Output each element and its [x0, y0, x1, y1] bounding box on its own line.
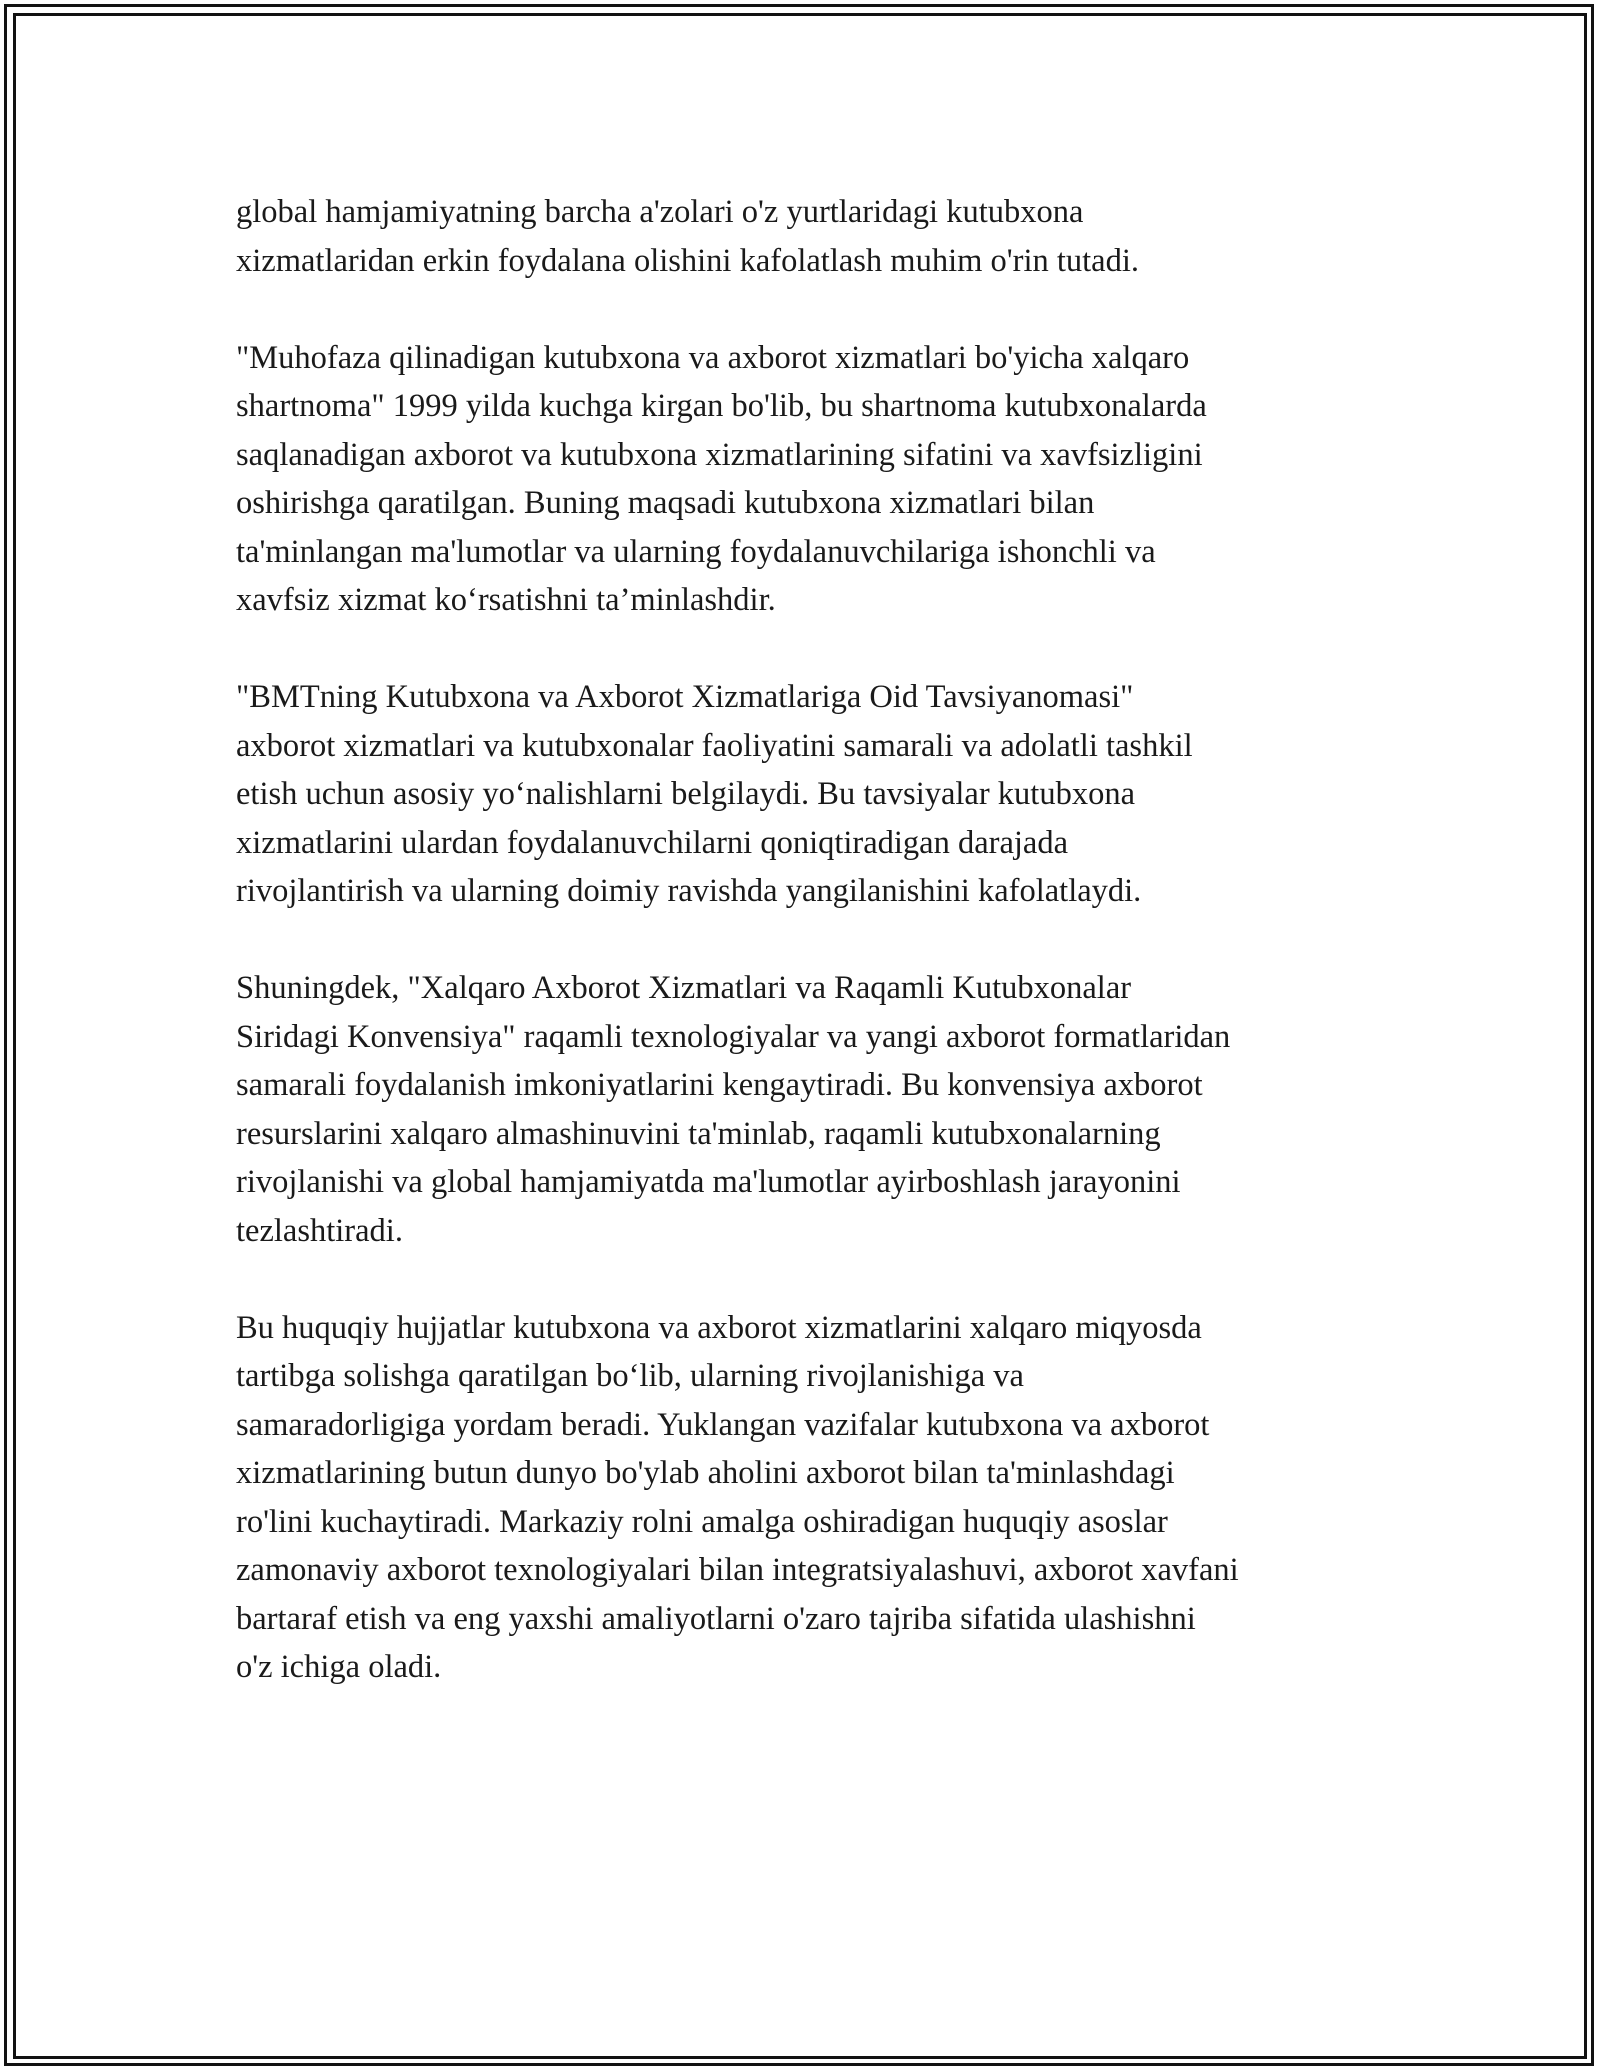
text-line: "Muhofaza qilinadigan kutubxona va axborot xizmatlari bo'yicha xalqaro: [236, 339, 1190, 376]
paragraph-1: [236, 188, 1386, 285]
text-line: rivojlantirish va ularning doimiy ravishda yangilanishini kafolatlaydi.: [236, 873, 1142, 909]
text-line: Siridagi Konvensiya" raqamli texnologiyalar va yangi axborot formatlaridan: [236, 1018, 1231, 1055]
text-line: o'z ichiga oladi.: [236, 1649, 442, 1685]
paragraph-4: [236, 964, 1386, 1255]
text-line: global hamjamiyatning barcha a'zolari o'z yurtlaridagi kutubxona: [236, 194, 1084, 230]
text-line: samaradorligiga yordam beradi. Yuklangan vazifalar kutubxona va axborot: [236, 1406, 1210, 1443]
text-line: samarali foydalanish imkoniyatlarini kengaytiradi. Bu konvensiya axborot: [236, 1067, 1203, 1103]
paragraph-2: [236, 334, 1386, 625]
text-line: shartnoma" 1999 yilda kuchga kirgan bo'lib, bu shartnoma kutubxonalarda: [236, 388, 1207, 424]
text-line: bartaraf etish va eng yaxshi amaliyotlarni o'zaro tajriba sifatida ulashishni: [236, 1600, 1196, 1637]
text-line: Bu huquqiy hujjatlar kutubxona va axborot xizmatlarini xalqaro miqyosda: [236, 1309, 1202, 1346]
text-line: tezlashtiradi.: [236, 1212, 403, 1249]
text-line: xavfsiz xizmat ko‘rsatishni ta’minlashdir.: [236, 582, 776, 618]
text-line: ro'lini kuchaytiradi. Markaziy rolni amalga oshiradigan huquqiy asoslar: [236, 1503, 1168, 1540]
text-line: saqlanadigan axborot va kutubxona xizmatlarining sifatini va xavfsizligini: [236, 436, 1203, 473]
text-line: xizmatlaridan erkin foydalana olishini kafolatlash muhim o'rin tutadi.: [236, 242, 1139, 279]
text-line: zamonaviy axborot texnologiyalari bilan integratsiyalashuvi, axborot xavfani: [236, 1552, 1239, 1588]
text-line: tartibga solishga qaratilgan bo‘lib, ularning rivojlanishiga va: [236, 1358, 1024, 1394]
text-line: axborot xizmatlari va kutubxonalar faoliyatini samarali va adolatli tashkil: [236, 727, 1193, 764]
text-line: rivojlanishi va global hamjamiyatda ma'lumotlar ayirboshlash jarayonini: [236, 1164, 1181, 1200]
text-line: xizmatlarini ulardan foydalanuvchilarni qoniqtiradigan darajada: [236, 824, 1069, 861]
paragraph-5: [236, 1304, 1386, 1692]
text-line: ta'minlangan ma'lumotlar va ularning foydalanuvchilariga ishonchli va: [236, 533, 1156, 570]
text-line: xizmatlarining butun dunyo bo'ylab aholini axborot bilan ta'minlashdagi: [236, 1455, 1175, 1491]
text-line: etish uchun asosiy yo‘nalishlarni belgilaydi. Bu tavsiyalar kutubxona: [236, 776, 1136, 812]
text-line: oshirishga qaratilgan. Buning maqsadi kutubxona xizmatlari bilan: [236, 485, 1095, 521]
text-line: resurslarini xalqaro almashinuvini ta'minlab, raqamli kutubxonalarning: [236, 1115, 1161, 1152]
paragraph-3: [236, 673, 1386, 916]
document-body: [236, 188, 1386, 1740]
text-line: Shuningdek, "Xalqaro Axborot Xizmatlari va Raqamli Kutubxonalar: [236, 970, 1132, 1006]
text-line: "BMTning Kutubxona va Axborot Xizmatlariga Oid Tavsiyanomasi": [236, 679, 1134, 715]
